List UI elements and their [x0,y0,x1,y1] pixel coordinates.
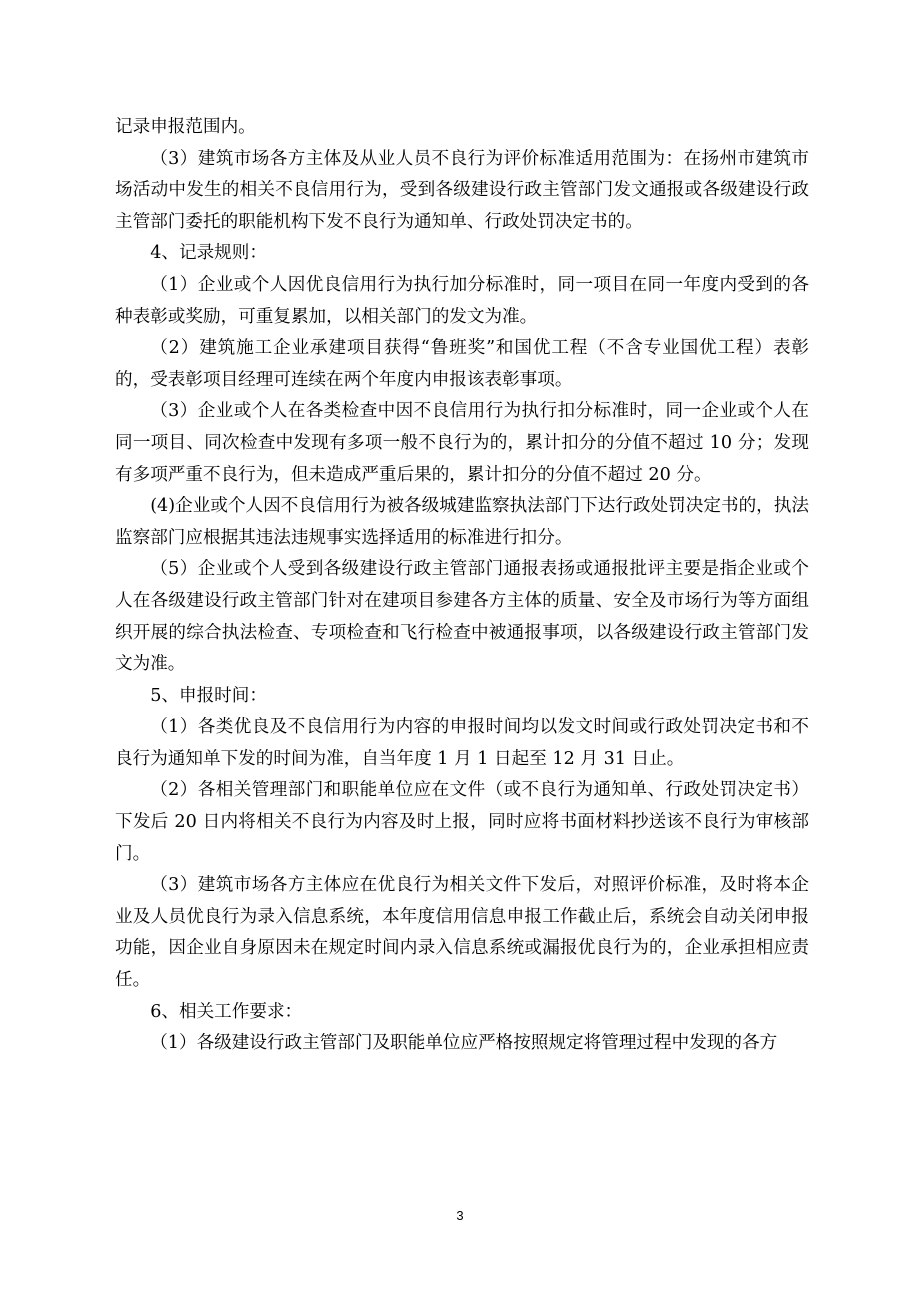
page-number: 3 [456,1208,464,1223]
paragraph-5-1: （1）各类优良及不良信用行为内容的申报时间均以发文时间或行政处罚决定书和不良行为通知单下发的时间为准，自当年度 1 月 1 日起至 12 月 31 日止。 [115,717,809,769]
section-heading-6: 6、相关工作要求： [150,1001,303,1022]
paragraph-4-2: （2）建筑施工企业承建项目获得“鲁班奖”和国优工程（不含专业国优工程）表彰的，受表彰项目经理可连续在两个年度内申报该表彰事项。 [115,338,809,390]
paragraph-6-1: （1）各级建设行政主管部门及职能单位应严格按照规定将管理过程中发现的各方 [150,1033,778,1054]
document-body [115,112,809,1060]
paragraph-4-3: （3）企业或个人在各类检查中因不良信用行为执行扣分标准时，同一企业或个人在同一项目、同次检查中发现有多项一般不良行为的，累计扣分的分值不超过 10 分；发现有多项严重不良行为，但未造成严重后果的，累计扣分的分值不超过 20 分。 [115,401,809,485]
paragraph-5-3: （3）建筑市场各方主体应在优良行为相关文件下发后，对照评价标准，及时将本企业及人员优良行为录入信息系统，本年度信用信息申报工作截止后，系统会自动关闭申报功能，因企业自身原因未在规定时间内录入信息系统或漏报优良行为的，企业承担相应责任。 [115,875,809,991]
paragraph-4-4: (4)企业或个人因不良信用行为被各级城建监察执法部门下达行政处罚决定书的，执法监察部门应根据其违法违规事实选择适用的标准进行扣分。 [115,496,809,548]
paragraph-1: 记录申报范围内。 [115,117,256,137]
section-heading-4: 4、记录规则： [150,243,267,264]
paragraph-4-5: （5）企业或个人受到各级建设行政主管部门通报表扬或通报批评主要是指企业或个人在各级建设行政主管部门针对在建项目参建各方主体的质量、安全及市场行为等方面组织开展的综合执法检查、专项检查和飞行检查中被通报事项，以各级建设行政主管部门发文为准。 [115,559,809,675]
paragraph-4-1: （1）企业或个人因优良信用行为执行加分标准时，同一项目在同一年度内受到的各种表彰或奖励，可重复累加，以相关部门的发文为准。 [115,274,809,327]
paragraph-5-2: （2）各相关管理部门和职能单位应在文件（或不良行为通知单、行政处罚决定书）下发后 20 日内将相关不良行为内容及时上报，同时应将书面材料抄送该不良行为审核部门。 [115,780,809,864]
section-heading-5: 5、申报时间： [150,685,267,706]
paragraph-2: （3）建筑市场各方主体及从业人员不良行为评价标准适用范围为：在扬州市建筑市场活动中发生的相关不良信用行为，受到各级建设行政主管部门发文通报或各级建设行政主管部门委托的职能机构下发不良行为通知单、行政处罚决定书的。 [115,148,809,232]
